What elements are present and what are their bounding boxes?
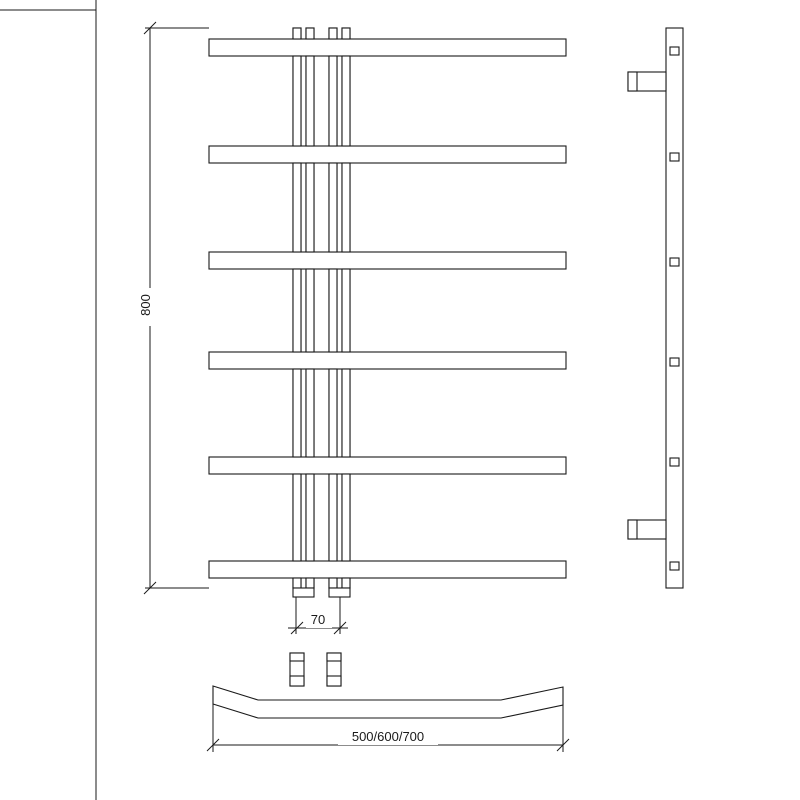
- side-elevation-view: [628, 28, 683, 588]
- tube-overlay-segments: [293, 28, 350, 588]
- dimension-connection-spacing: [288, 597, 348, 634]
- dimension-height-label: 800: [138, 294, 153, 316]
- front-elevation-view: [209, 28, 566, 597]
- page-frame: [0, 0, 96, 800]
- dimension-width-options-label: 500/600/700: [351, 729, 425, 744]
- plan-connectors: [290, 653, 341, 686]
- top-plan-view: [213, 653, 563, 718]
- bottom-connector-stubs: [293, 588, 350, 597]
- dimension-width-options: [207, 704, 569, 752]
- horizontal-rails: [209, 39, 566, 578]
- side-connectors: [628, 72, 666, 539]
- dimension-height: [138, 22, 209, 594]
- dimension-connection-spacing-label: 70: [310, 612, 326, 627]
